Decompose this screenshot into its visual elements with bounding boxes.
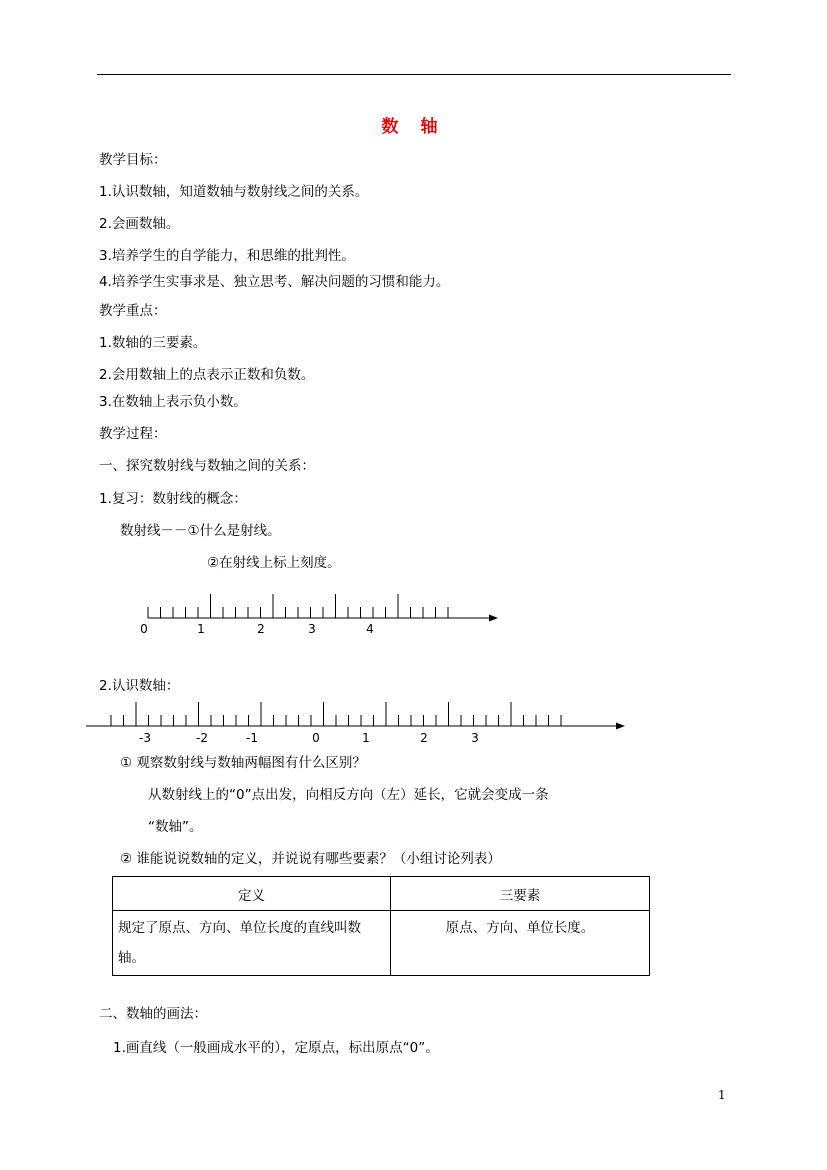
header-rule [97,74,731,75]
axis-tick-label: -3 [139,731,151,745]
axis-tick-label: -2 [196,731,208,745]
number-axis-figure [80,700,640,750]
table-cell-definition: 规定了原点、方向、单位长度的直线叫数轴。 [113,911,391,976]
text-line: 从数射线上的“0”点出发，向相反方向（左）延长，它就会变成一条 [148,787,549,803]
text-line: 1.认识数轴，知道数轴与数射线之间的关系。 [99,184,369,200]
text-line: 教学目标： [99,152,167,168]
ray-tick-label: 2 [257,622,265,636]
axis-tick-label: 0 [312,731,320,745]
axis-arrowhead [616,723,625,730]
text-line: ②在射线上标上刻度。 [207,555,341,571]
definition-table [112,876,650,976]
text-line: 3.培养学生的自学能力，和思维的批判性。 [99,248,355,264]
text-line: 一、探究数射线与数轴之间的关系： [99,458,315,474]
text-line: 1.数轴的三要素。 [99,335,207,351]
text-line: 教学重点： [99,303,167,319]
text-line: 2.会画数轴。 [99,216,180,232]
ray-arrowhead [489,615,498,622]
text-line: 2.会用数轴上的点表示正数和负数。 [99,367,315,383]
text-line: 数射线－－①什么是射线。 [120,523,281,539]
ray-tick-label: 4 [366,622,374,636]
text-line: ② 谁能说说数轴的定义，并说说有哪些要素？（小组讨论列表） [120,851,501,867]
ray-tick-label: 3 [308,622,316,636]
table-cell-elements: 原点、方向、单位长度。 [391,911,650,976]
text-line: 1.画直线（一般画成水平的），定原点，标出原点“0”。 [113,1040,439,1056]
ray-tick-label: 1 [197,622,205,636]
text-line: 3.在数轴上表示负小数。 [99,394,247,410]
ray-tick-label: 0 [140,622,148,636]
number-ray-figure [130,592,530,642]
table-header-definition: 定义 [113,877,391,911]
text-line: 二、数轴的画法： [99,1006,207,1022]
table-header-elements: 三要素 [391,877,650,911]
text-line: 教学过程： [99,426,167,442]
axis-tick-label: 2 [420,731,428,745]
axis-tick-label: 3 [471,731,479,745]
page-number: 1 [718,1088,726,1102]
page-title: 数 轴 [381,117,446,137]
text-line: 2.认识数轴： [99,678,180,694]
text-line: “数轴”。 [148,819,203,835]
text-line: 4.培养学生实事求是、独立思考、解决问题的习惯和能力。 [99,274,450,290]
axis-tick-label: 1 [362,731,370,745]
text-line: ① 观察数射线与数轴两幅图有什么区别？ [120,755,366,771]
axis-tick-label: -1 [246,731,258,745]
text-line: 1.复习：数射线的概念： [99,491,247,507]
